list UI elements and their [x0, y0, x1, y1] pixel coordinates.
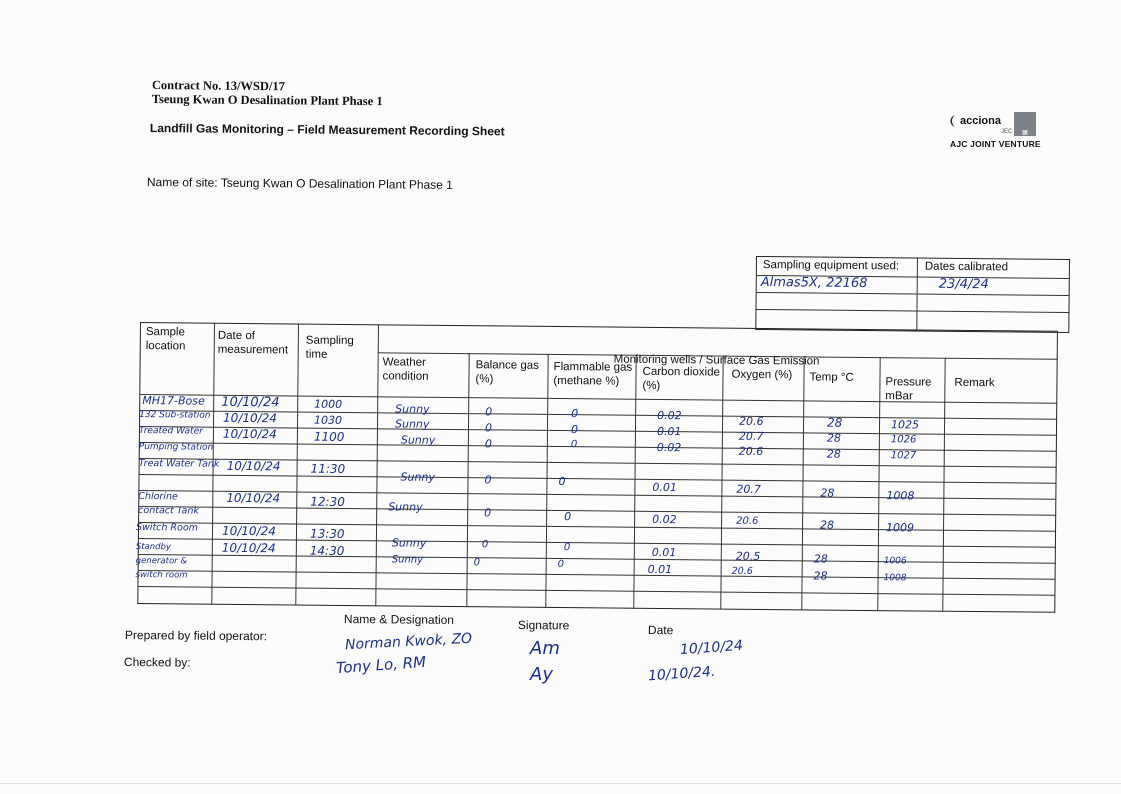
row-time: 13:30 — [309, 526, 345, 541]
calibrated-header: Dates calibrated — [924, 260, 1009, 274]
row-temp: 28 — [820, 486, 835, 500]
measurement-table — [137, 322, 1058, 613]
row-temp: 28 — [826, 447, 841, 461]
row-balance: 0 — [484, 506, 492, 520]
header-time: Sampling time — [305, 334, 354, 361]
calibrated-value: 23/4/24 — [938, 276, 989, 293]
name-designation-header: Name & Designation — [343, 612, 455, 627]
header-remark: Remark — [954, 376, 995, 390]
acciona-mark-icon — [948, 114, 958, 128]
jec-label: JEC — [1001, 129, 1013, 135]
acciona-logo — [948, 114, 1001, 128]
row-co2: 0.01 — [656, 424, 682, 439]
row-balance: 0 — [481, 539, 489, 551]
row-pressure: 1008 — [883, 573, 907, 584]
row-location: Chlorine contact Tank — [138, 490, 199, 517]
site-label: Name of site: — [146, 175, 218, 190]
row-location: Switch Room — [135, 521, 198, 534]
row-oxygen: 20.6 — [739, 414, 764, 428]
row-balance: 0 — [473, 557, 481, 569]
row-co2: 0.01 — [651, 545, 677, 560]
row-date: 10/10/24 — [222, 426, 277, 442]
site-line — [147, 175, 453, 192]
header-weather: Weather condition — [382, 356, 429, 383]
site-name: Tseung Kwan O Desalination Plant Phase 1 — [220, 175, 453, 192]
header-balance: Balance gas (%) — [475, 359, 539, 386]
equipment-table — [755, 256, 1070, 333]
header-flammable: Flammable gas (methane %) — [553, 360, 633, 388]
row-flammable: 0 — [563, 542, 571, 554]
row-date: 10/10/24 — [223, 410, 278, 426]
row-flammable: 0 — [571, 407, 579, 421]
checked-date: 10/10/24. — [647, 663, 716, 685]
row-weather: Sunny — [394, 417, 430, 431]
row-date: 10/10/24 — [226, 458, 281, 474]
row-time: 1100 — [313, 429, 345, 444]
row-date: 10/10/24 — [221, 394, 280, 411]
row-date: 10/10/24 — [221, 523, 276, 539]
row-pressure: 1027 — [890, 450, 917, 462]
row-pressure: 1026 — [890, 434, 917, 446]
row-weather: Sunny — [395, 402, 430, 416]
header-group: Monitoring wells / Surface Gas Emission — [613, 353, 820, 368]
row-location: Pumping Station — [138, 441, 214, 453]
checked-name: Tony Lo, RM — [335, 652, 427, 678]
header-date: Date of measurement — [217, 329, 289, 357]
row-temp: 28 — [813, 552, 828, 566]
row-weather: Sunny — [391, 536, 427, 550]
signature-header: Signature — [517, 618, 570, 633]
row-time: 11:30 — [310, 461, 346, 476]
row-location: Treated Water — [138, 425, 203, 437]
row-weather: Sunny — [400, 433, 436, 447]
equipment-header: Sampling equipment used: — [762, 259, 900, 273]
row-co2: 0.02 — [652, 512, 677, 527]
row-time: 14:30 — [309, 543, 345, 558]
sheet-title: Landfill Gas Monitoring – Field Measurement Recording Sheet — [149, 121, 505, 139]
row-balance: 0 — [485, 405, 493, 419]
row-oxygen: 20.6 — [731, 565, 753, 577]
divider — [757, 292, 1069, 296]
row-date: 10/10/24 — [226, 490, 281, 506]
row-balance: 0 — [484, 437, 492, 451]
row-flammable: 0 — [564, 510, 572, 524]
row-flammable: 0 — [570, 423, 579, 437]
row-flammable: 0 — [557, 559, 565, 571]
row-time: 12:30 — [310, 494, 345, 509]
contract-header — [152, 78, 383, 108]
prepared-signature: Am — [530, 638, 560, 659]
row-flammable: 0 — [570, 439, 578, 451]
row-time: 1030 — [314, 413, 343, 427]
prepared-name: Norman Kwok, ZO — [344, 630, 473, 654]
header-temp: Temp °C — [809, 371, 854, 384]
header-location: Sample location — [145, 326, 186, 353]
row-oxygen: 20.7 — [736, 482, 761, 496]
row-date: 10/10/24 — [221, 540, 276, 556]
row-co2: 0.02 — [657, 408, 682, 423]
divider — [756, 309, 1068, 313]
row-weather: Sunny — [388, 500, 423, 514]
checked-signature: Ay — [530, 664, 553, 685]
row-weather: Sunny — [400, 470, 436, 484]
row-temp: 28 — [813, 569, 828, 583]
project-name: Tseung Kwan O Desalination Plant Phase 1 — [151, 91, 383, 109]
row-temp: 28 — [826, 431, 841, 445]
contract-number: Contract No. 13/WSD/17 — [151, 78, 285, 94]
row-flammable: 0 — [558, 475, 566, 489]
row-oxygen: 20.6 — [736, 515, 759, 527]
header-oxygen: Oxygen (%) — [731, 368, 793, 382]
checked-by-label: Checked by: — [123, 655, 191, 670]
row-oxygen: 20.6 — [738, 444, 764, 458]
row-pressure: 1008 — [886, 489, 915, 503]
row-location: 132 Sub-station — [139, 409, 211, 421]
row-co2: 0.01 — [647, 562, 673, 577]
row-time: 1000 — [314, 397, 343, 411]
company-logo — [948, 112, 1040, 154]
equipment-value: Almas5X, 22168 — [760, 275, 868, 292]
row-weather: Sunny — [391, 554, 424, 566]
row-co2: 0.01 — [652, 480, 677, 495]
row-balance: 0 — [484, 473, 492, 487]
row-location: Standby generator & switch room — [135, 541, 188, 581]
jec-mark-icon: ▦ — [1014, 112, 1036, 136]
row-location: Treat Water Tank — [138, 457, 220, 470]
row-oxygen: 20.7 — [738, 429, 764, 443]
joint-venture-label: AJC JOINT VENTURE — [950, 139, 1041, 149]
prepared-date: 10/10/24 — [679, 637, 744, 659]
row-pressure: 1006 — [883, 556, 907, 567]
row-oxygen: 20.5 — [735, 549, 761, 563]
date-header: Date — [647, 623, 674, 638]
brand-name: acciona — [960, 115, 1001, 127]
row-temp: 28 — [820, 518, 835, 532]
row-temp: 28 — [826, 415, 843, 430]
row-pressure: 1009 — [885, 521, 915, 535]
header-pressure: Pressure mBar — [885, 376, 932, 403]
row-co2: 0.02 — [656, 440, 682, 455]
header-co2: Carbon dioxide (%) — [642, 365, 720, 392]
prepared-by-label: Prepared by field operator: — [124, 628, 268, 644]
row-pressure: 1025 — [890, 418, 920, 432]
row-balance: 0 — [484, 421, 493, 435]
row-location: MH17-Bose — [142, 394, 205, 408]
